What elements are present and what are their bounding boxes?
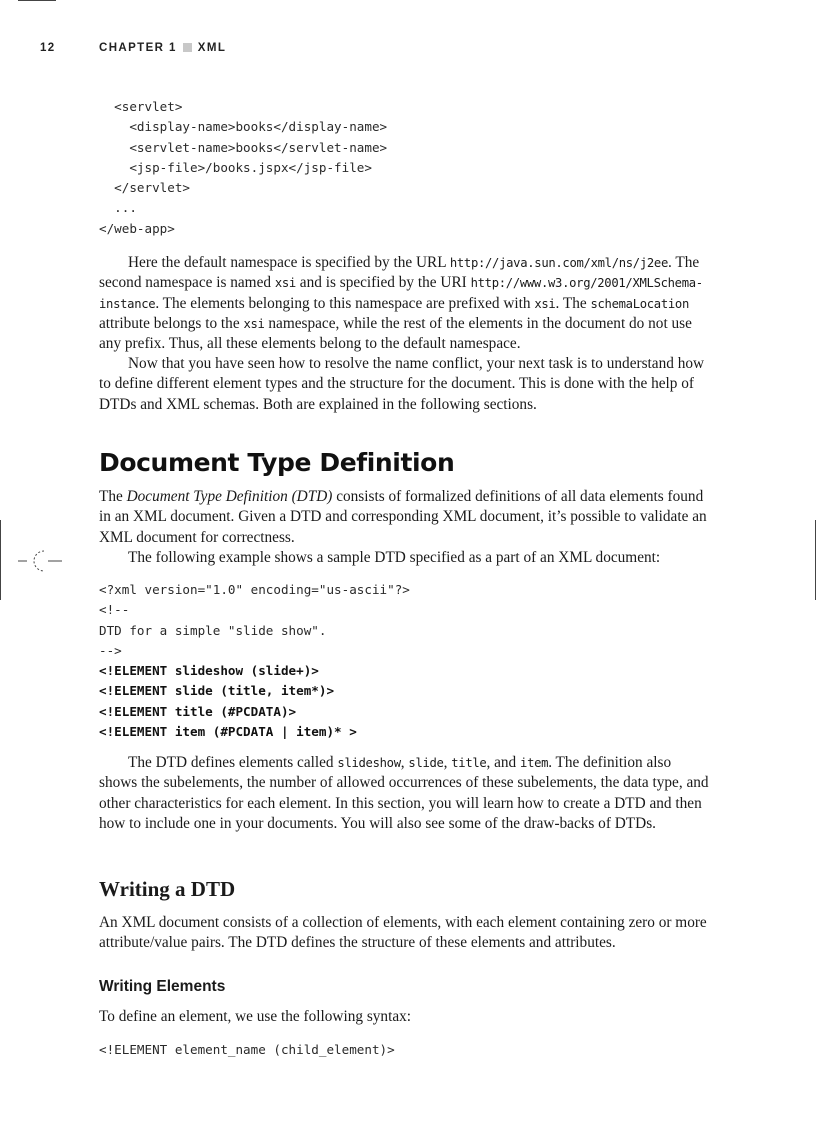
inline-code: schemaLocation: [590, 296, 689, 311]
inline-code: slideshow: [337, 756, 401, 770]
code-listing-webapp: [99, 97, 387, 239]
top-rule: [18, 0, 56, 1]
code-line: </servlet>: [99, 180, 190, 196]
inline-code: xsi: [274, 276, 296, 291]
namespace-paragraph: Here the default namespace is specified by the URL http://java.sun.com/xml/ns/j2ee. The second namespace is named xsi and is specified by the URI http://www.w3.org/2001/XMLSchema-instance. The elements belonging to this namespace are prefixed with xsi. The schemaLocation attribute belongs to the xsi namespace, while the rest of the elements in the document do not use any prefix. Thus, all these elements belong to the default namespace.: [99, 254, 703, 353]
inline-code: xsi: [534, 296, 556, 311]
code-line-bold: <!ELEMENT slide (title, item*)>: [99, 683, 335, 699]
square-bullet-icon: [183, 43, 192, 52]
inline-code: http://www.w3.org/2001/XMLSchema-instance: [99, 276, 703, 311]
code-line: -->: [99, 642, 122, 658]
syntax-intro-paragraph: To define an element, we use the following syntax:: [99, 1008, 412, 1025]
example-intro-paragraph: The following example shows a sample DTD specified as a part of an XML document:: [128, 549, 661, 566]
code-line-bold: <!ELEMENT slideshow (slide+)>: [99, 663, 319, 679]
emphasis-term: Document Type Definition (DTD): [126, 488, 333, 505]
subsection-heading-writing-dtd: Writing a DTD: [99, 877, 236, 901]
section-heading-dtd: Document Type Definition: [99, 448, 455, 477]
code-line: </web-app>: [99, 220, 175, 236]
registration-mark-icon: [18, 546, 62, 576]
chapter-heading: [99, 42, 226, 54]
dtd-elements-paragraph: The DTD defines elements called slideshow, slide, title, and item. The definition also shows the subelements, the number of allowed occurrences of these subelements, the data type, and other characteristics for each element. In this section, you will learn how to create a DTD and then how to include one in your documents. You will also see some of the draw-backs of DTDs.: [99, 754, 709, 832]
code-line: <servlet-name>books</servlet-name>: [99, 139, 388, 155]
code-line: <!ELEMENT element_name (child_element)>: [99, 1042, 395, 1057]
code-line: <?xml version="1.0" encoding="us-ascii"?>: [99, 582, 410, 597]
inline-code: item: [520, 756, 549, 770]
inline-code: slide: [408, 756, 444, 770]
code-line: <!--: [99, 602, 130, 618]
code-line: DTD for a simple "slide show".: [99, 622, 327, 638]
code-listing-dtd: [99, 580, 410, 742]
code-line: <jsp-file>/books.jspx</jsp-file>: [99, 159, 372, 175]
inline-code: title: [451, 756, 487, 770]
dtd-intro-paragraph: The Document Type Definition (DTD) consists of formalized definitions of all data elements found in an XML document. Given a DTD and corresponding XML document, it’s possible to validate an XML document for correctness.: [99, 488, 707, 546]
chapter-title: XML: [197, 42, 227, 54]
code-line-bold: <!ELEMENT title (#PCDATA)>: [99, 703, 297, 719]
page-number: 12: [40, 42, 56, 54]
subsubsection-heading-writing-elements: Writing Elements: [99, 978, 226, 995]
code-line: ...: [99, 200, 137, 216]
inline-code: http://java.sun.com/xml/ns/j2ee: [449, 256, 668, 270]
code-listing-syntax: [99, 1040, 395, 1060]
chapter-label: CHAPTER 1: [99, 42, 177, 54]
xml-document-paragraph: An XML document consists of a collection of elements, with each element containing zero or more attribute/value pairs. The DTD defines the structure of these elements and attributes.: [99, 914, 707, 952]
code-line: <display-name>books</display-name>: [99, 119, 388, 135]
code-line-bold: <!ELEMENT item (#PCDATA | item)* >: [99, 724, 357, 740]
inline-code: xsi: [243, 316, 265, 331]
code-line: <servlet>: [99, 99, 183, 114]
left-crop-mark: [0, 520, 1, 600]
next-task-paragraph: Now that you have seen how to resolve the name conflict, your next task is to understand how to define different element types and the structure for the document. This is done with the help of DTDs and XML schemas. Both are explained in the following sections.: [99, 355, 705, 413]
